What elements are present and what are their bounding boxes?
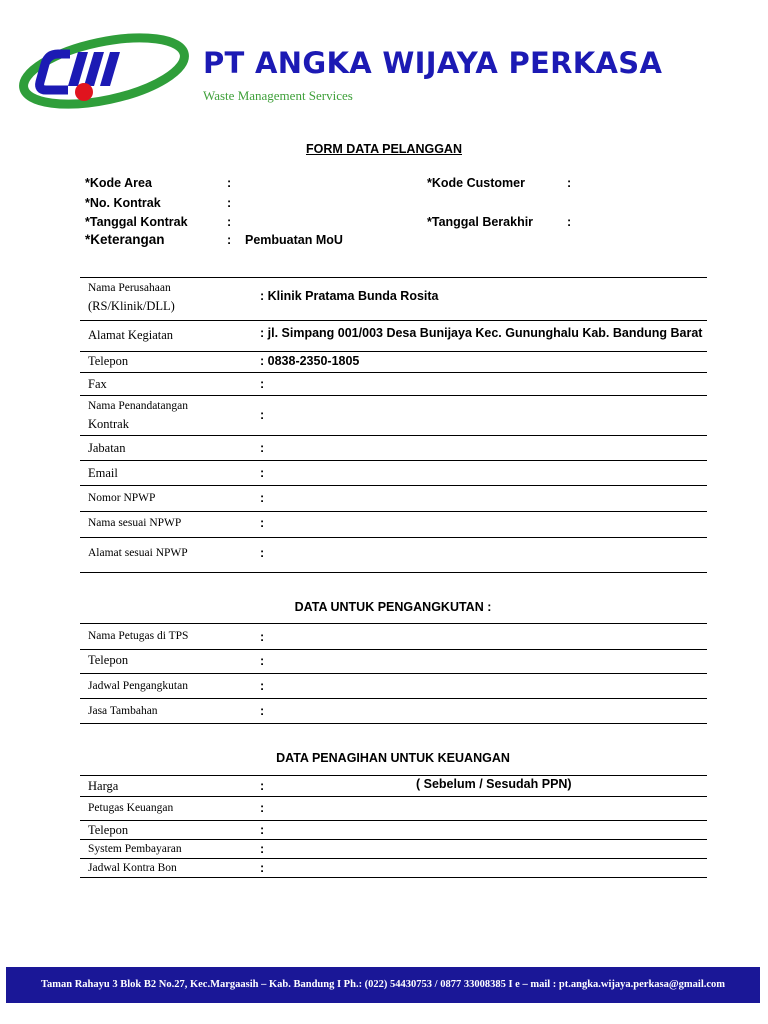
row-label: Telepon <box>88 823 129 837</box>
table-row <box>80 277 707 321</box>
row-label: Jabatan <box>88 441 126 455</box>
table-row <box>80 396 707 436</box>
table-row <box>80 461 707 486</box>
table-row <box>80 320 707 352</box>
row-label: Alamat sesuai NPWP <box>88 547 188 559</box>
row-value: : <box>260 377 265 391</box>
row-colon: : <box>260 679 265 693</box>
row-label: Email <box>88 466 118 480</box>
table-row <box>80 821 707 840</box>
company-name: PT ANGKA WIJAYA PERKASA <box>203 46 663 80</box>
kode-area-label: *Kode Area <box>85 176 152 190</box>
tanggal-kontrak-colon: : <box>227 215 232 229</box>
row-label: Nama Penandatangan <box>88 400 188 412</box>
row-colon: : <box>260 842 265 856</box>
row-label: Telepon <box>88 653 129 667</box>
row-label: Nomor NPWP <box>88 492 156 504</box>
row-label: Nama sesuai NPWP <box>88 517 182 529</box>
tanggal-berakhir-label: *Tanggal Berakhir <box>427 215 534 229</box>
table-row <box>80 775 707 797</box>
row-colon: : <box>260 801 265 815</box>
no-kontrak-label: *No. Kontrak <box>85 196 161 210</box>
footer-address: Taman Rahayu 3 Blok B2 No.27, Kec.Margaasih – Kab. Bandung I Ph.: (022) 54430753 / 0877 33008385 I e – mail : pt.angka.wijaya.perkasa@gmail.com <box>6 967 760 1003</box>
row-label: Petugas Keuangan <box>88 802 174 814</box>
table-row <box>80 796 707 821</box>
row-label: Telepon <box>88 354 129 368</box>
row-colon: : <box>260 654 265 668</box>
keterangan-value: Pembuatan MoU <box>245 233 343 247</box>
billing-section-title: DATA PENAGIHAN UNTUK KEUANGAN <box>276 751 510 765</box>
kode-area-colon: : <box>227 176 232 190</box>
form-title: FORM DATA PELANGGAN <box>305 142 462 156</box>
row-value: : <box>260 466 265 480</box>
row-value: : <box>260 408 265 422</box>
tanggal-berakhir-colon: : <box>567 215 572 229</box>
transport-section-title: DATA UNTUK PENGANGKUTAN : <box>294 600 492 614</box>
table-row <box>80 373 707 396</box>
row-value: : <box>260 491 265 505</box>
row-value: : Klinik Pratama Bunda Rosita <box>260 289 439 303</box>
row-label-cont: (RS/Klinik/DLL) <box>88 299 175 313</box>
row-label: Nama Petugas di TPS <box>88 630 189 642</box>
table-row <box>80 649 707 674</box>
row-colon: : <box>260 823 265 837</box>
kode-customer-label: *Kode Customer <box>427 176 525 190</box>
row-colon: : <box>260 779 265 793</box>
table-row <box>80 436 707 461</box>
row-label: System Pembayaran <box>88 843 182 855</box>
no-kontrak-colon: : <box>227 196 232 210</box>
row-value: : jl. Simpang 001/003 Desa Bunijaya Kec. Gununghalu Kab. Bandung Barat <box>260 326 703 340</box>
row-label: Fax <box>88 377 107 391</box>
keterangan-label: *Keterangan <box>85 232 165 247</box>
row-value: : 0838-2350-1805 <box>260 354 360 368</box>
row-colon: : <box>260 861 265 875</box>
row-label: Jadwal Pengangkutan <box>88 680 188 692</box>
row-label-cont: Kontrak <box>88 417 129 431</box>
table-row <box>80 674 707 699</box>
company-tagline: Waste Management Services <box>203 88 353 103</box>
price-note: ( Sebelum / Sesudah PPN) <box>416 777 572 791</box>
row-label: Harga <box>88 779 119 793</box>
row-value: : <box>260 516 265 530</box>
row-value: : <box>260 546 265 560</box>
row-colon: : <box>260 704 265 718</box>
table-row <box>80 623 707 650</box>
row-label: Nama Perusahaan <box>88 282 171 294</box>
table-row <box>80 538 707 573</box>
row-value: : <box>260 441 265 455</box>
table-row <box>80 352 707 373</box>
table-row <box>80 486 707 512</box>
tanggal-kontrak-label: *Tanggal Kontrak <box>85 215 188 229</box>
company-logo <box>18 30 190 112</box>
row-label: Alamat Kegiatan <box>88 328 174 342</box>
row-label: Jasa Tambahan <box>88 705 158 717</box>
table-row <box>80 859 707 878</box>
row-label: Jadwal Kontra Bon <box>88 862 177 874</box>
kode-customer-colon: : <box>567 176 572 190</box>
table-row <box>80 840 707 859</box>
row-colon: : <box>260 630 265 644</box>
table-row <box>80 699 707 724</box>
table-row <box>80 512 707 538</box>
keterangan-colon: : <box>227 233 232 247</box>
